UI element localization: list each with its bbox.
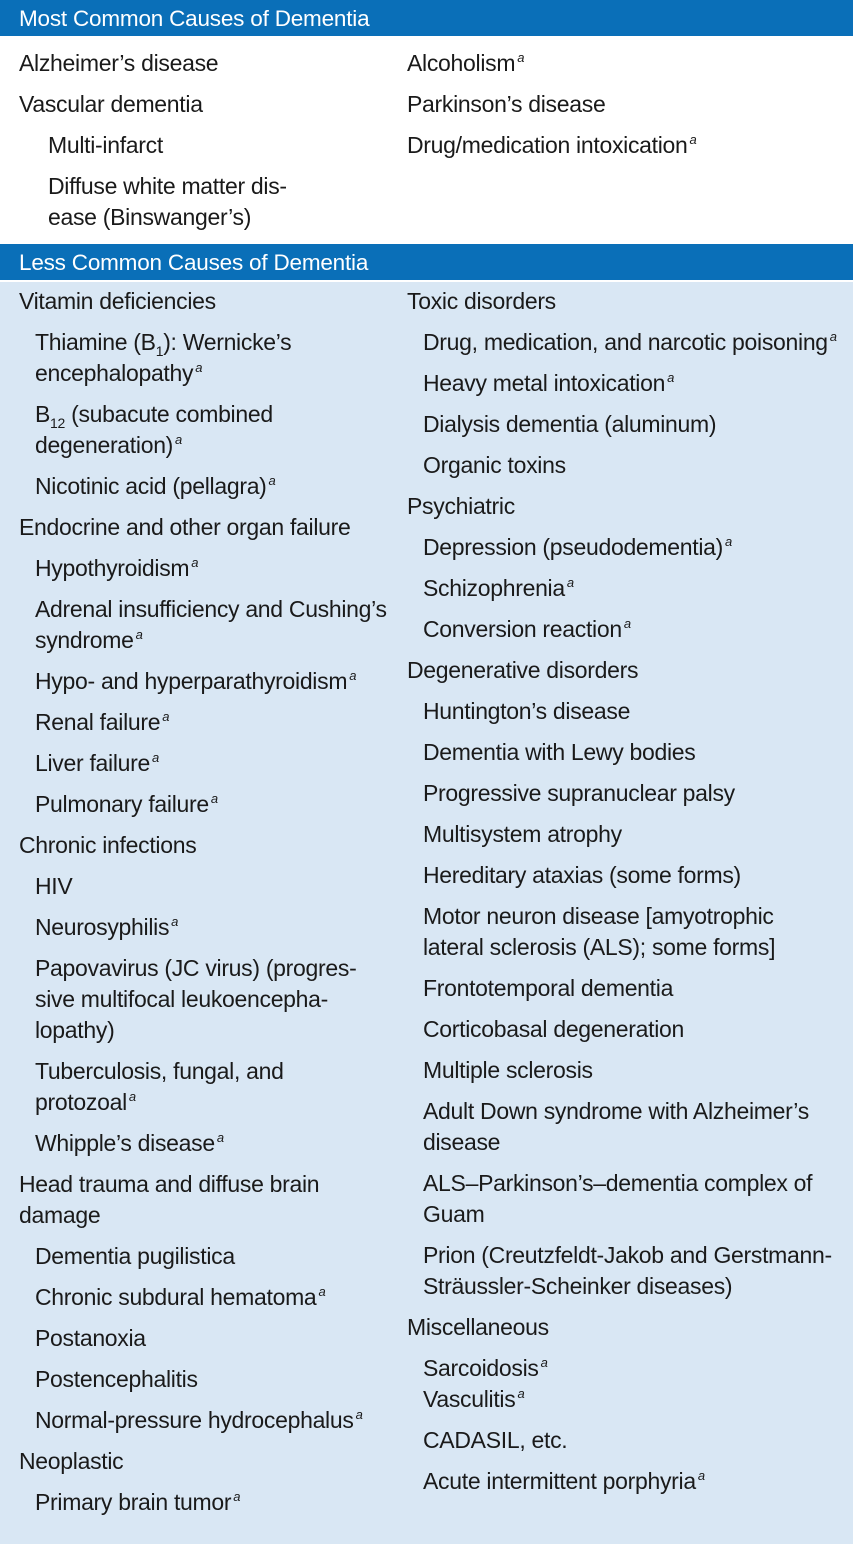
item-text: Multi-infarct: [48, 132, 163, 158]
footnote-marker: a: [667, 370, 675, 385]
item-text: Organic toxins: [423, 452, 566, 478]
item-text: Normal-pressure hydrocephalus: [35, 1407, 354, 1433]
item-text: B: [35, 401, 51, 427]
footnote-marker: a: [162, 709, 170, 724]
item-text-line: Sträussler-Scheinker diseases): [423, 1273, 733, 1299]
footnote-marker: a: [152, 750, 159, 765]
subcategory-item: [407, 1384, 847, 1415]
subcategory-item: [407, 737, 847, 768]
item-text-line: lateral sclerosis (ALS); some forms]: [423, 934, 776, 960]
item-text-line: Motor neuron disease [amyotrophic: [423, 903, 774, 929]
footnote-marker: a: [195, 360, 203, 375]
subcategory-item: [19, 1487, 389, 1518]
subcategory-item: [19, 171, 389, 233]
category-item: [19, 48, 389, 79]
item-text-line: sive multifocal leukoencepha-: [35, 986, 329, 1012]
subcategory-item: [407, 327, 847, 358]
item-text-line: lopathy): [35, 1017, 115, 1043]
item-text: Tuberculosis, fungal, and protozoal: [35, 1058, 284, 1115]
item-text: Hereditary ataxias (some forms): [423, 862, 741, 888]
item-text: Dementia with Lewy bodies: [423, 739, 696, 765]
item-text: Alzheimer’s disease: [19, 50, 219, 76]
item-text: Alcoholism: [407, 50, 516, 76]
item-text: Parkinson’s disease: [407, 91, 606, 117]
item-text: Whipple’s disease: [35, 1130, 215, 1156]
item-text: Drug/medication intoxication: [407, 132, 688, 158]
item-text-line: ease (Binswanger’s): [48, 204, 252, 230]
item-text: Postanoxia: [35, 1325, 146, 1351]
footnote-marker: a: [349, 668, 357, 683]
item-text: Thiamine (B: [35, 329, 156, 355]
subcategory-item: [407, 1240, 847, 1302]
subcategory-item: [407, 409, 847, 440]
item-text-line: Guam: [423, 1201, 485, 1227]
subcategory-item: [19, 1364, 389, 1395]
category-item: [19, 1169, 389, 1231]
item-text: Vasculitis: [423, 1386, 516, 1412]
subcategory-item: [19, 1323, 389, 1354]
item-text: HIV: [35, 873, 73, 899]
item-text: Pulmonary failure: [35, 791, 209, 817]
subcategory-item: [19, 912, 389, 943]
subcategory-item: [19, 553, 389, 584]
item-text: CADASIL, etc.: [423, 1427, 568, 1453]
subscript: 12: [50, 415, 66, 431]
category-item: [407, 130, 847, 161]
footnote-marker: a: [829, 329, 837, 344]
column-right: [407, 48, 847, 171]
subcategory-item: [407, 819, 847, 850]
subcategory-item: [407, 1096, 847, 1158]
item-text: ): Wernicke’s encephalopathy: [35, 329, 292, 386]
subcategory-item: [407, 901, 847, 963]
item-text-line: Papovavirus (JC virus) (progres-: [35, 955, 357, 981]
subcategory-item: [407, 860, 847, 891]
category-item: [19, 830, 389, 861]
footnote-marker: a: [318, 1284, 326, 1299]
subcategory-item: [19, 1405, 389, 1436]
subcategory-item: [407, 973, 847, 1004]
footnote-marker: a: [268, 473, 276, 488]
footnote-marker: a: [697, 1468, 705, 1483]
item-text: Dialysis dementia (aluminum): [423, 411, 717, 437]
item-text: Dementia pugilistica: [35, 1243, 235, 1269]
item-text: Neoplastic: [19, 1448, 124, 1474]
footnote-marker: a: [128, 1089, 136, 1104]
column-right: [407, 286, 847, 1507]
item-text: Progressive supranuclear palsy: [423, 780, 735, 806]
subcategory-item: [19, 130, 389, 161]
category-item: [19, 89, 389, 120]
subcategory-item: [407, 696, 847, 727]
footnote-marker: a: [623, 616, 631, 631]
item-text-line: ALS–Parkinson’s–dementia complex of: [423, 1170, 813, 1196]
item-text: Conversion reaction: [423, 616, 622, 642]
subcategory-item: [407, 573, 847, 604]
subcategory-item: [19, 1056, 389, 1118]
item-text: Drug, medication, and narcotic poisoning: [423, 329, 828, 355]
subcategory-item: [19, 707, 389, 738]
category-item: [407, 89, 847, 120]
footnote-marker: a: [517, 50, 525, 65]
item-text: Hypothyroidism: [35, 555, 190, 581]
subcategory-item: [407, 614, 847, 645]
subcategory-item: [19, 594, 389, 656]
item-text: Liver failure: [35, 750, 150, 776]
item-text: Primary brain tumor: [35, 1489, 232, 1515]
footnote-marker: a: [171, 914, 179, 929]
footnote-marker: a: [191, 555, 199, 570]
subcategory-item: [19, 399, 389, 461]
item-text: Toxic disorders: [407, 288, 556, 314]
item-text: Vascular dementia: [19, 91, 203, 117]
item-text: Endocrine and other organ failure: [19, 514, 351, 540]
item-text-line: disease: [423, 1129, 501, 1155]
subcategory-item: [19, 789, 389, 820]
footnote-marker: a: [216, 1130, 224, 1145]
item-text: Heavy metal intoxication: [423, 370, 666, 396]
footnote-marker: a: [135, 627, 143, 642]
item-text-line: Prion (Creutzfeldt-Jakob and Gerstmann-: [423, 1242, 832, 1268]
item-text: Head trauma and diffuse brain damage: [19, 1171, 320, 1228]
subcategory-item: [19, 1128, 389, 1159]
subcategory-item: [407, 1014, 847, 1045]
item-text: Chronic infections: [19, 832, 197, 858]
subcategory-item: [19, 748, 389, 779]
subcategory-item: [19, 871, 389, 902]
subscript: 1: [155, 343, 164, 359]
category-item: [407, 286, 847, 317]
subcategory-item: [407, 778, 847, 809]
item-text: Hypo- and hyperparathyroidism: [35, 668, 348, 694]
item-text: Miscellaneous: [407, 1314, 549, 1340]
item-text: Nicotinic acid (pellagra): [35, 473, 267, 499]
footnote-marker: a: [540, 1355, 548, 1370]
subcategory-item: [407, 1353, 847, 1384]
subcategory-item: [407, 368, 847, 399]
item-text: Huntington’s disease: [423, 698, 631, 724]
item-text: (subacute combined degeneration): [35, 401, 273, 458]
category-item: [19, 512, 389, 543]
item-text: Frontotemporal dementia: [423, 975, 674, 1001]
subcategory-item: [19, 471, 389, 502]
subcategory-item: [407, 1055, 847, 1086]
section-most-common: [0, 38, 853, 244]
footnote-marker: a: [175, 432, 182, 447]
item-text: Renal failure: [35, 709, 161, 735]
item-text: Multiple sclerosis: [423, 1057, 593, 1083]
category-item: [19, 286, 389, 317]
subcategory-item: [407, 1466, 847, 1497]
item-text-line: Diffuse white matter dis-: [48, 173, 287, 199]
subcategory-item: [407, 450, 847, 481]
item-text: Corticobasal degeneration: [423, 1016, 685, 1042]
item-text: Degenerative disorders: [407, 657, 639, 683]
category-item: [407, 1312, 847, 1343]
footnote-marker: a: [233, 1489, 241, 1504]
item-text: Vitamin deficiencies: [19, 288, 216, 314]
section-less-common: [0, 282, 853, 1544]
category-item: [19, 1446, 389, 1477]
category-item: [407, 491, 847, 522]
subcategory-item: [19, 666, 389, 697]
subcategory-item: [407, 532, 847, 563]
item-text: Psychiatric: [407, 493, 515, 519]
footnote-marker: a: [355, 1407, 363, 1422]
item-text: Schizophrenia: [423, 575, 565, 601]
subcategory-item: [407, 1168, 847, 1230]
item-text: Postencephalitis: [35, 1366, 198, 1392]
item-text: Acute intermittent porphyria: [423, 1468, 696, 1494]
category-item: [407, 48, 847, 79]
item-text: Adrenal insufficiency and Cushing’s syndrome: [35, 596, 387, 653]
column-left: [19, 48, 389, 243]
item-text: Chronic subdural hematoma: [35, 1284, 317, 1310]
subcategory-item: [19, 953, 389, 1046]
footnote-marker: a: [725, 534, 732, 549]
footnote-marker: a: [210, 791, 218, 806]
footnote-marker: a: [517, 1386, 525, 1401]
category-item: [407, 655, 847, 686]
subcategory-item: [19, 1241, 389, 1272]
subcategory-item: [407, 1425, 847, 1456]
footnote-marker: a: [566, 575, 574, 590]
item-text: Depression (pseudodementia): [423, 534, 724, 560]
item-text: Sarcoidosis: [423, 1355, 539, 1381]
item-text: Multisystem atrophy: [423, 821, 622, 847]
item-text-line: Adult Down syndrome with Alzheimer’s: [423, 1098, 809, 1124]
item-text: Neurosyphilis: [35, 914, 170, 940]
section-header-less-common: Less Common Causes of Dementia: [0, 244, 853, 282]
section-header-most-common: Most Common Causes of Dementia: [0, 0, 853, 38]
subcategory-item: [19, 1282, 389, 1313]
subcategory-item: [19, 327, 389, 389]
column-left: [19, 286, 389, 1528]
footnote-marker: a: [689, 132, 697, 147]
